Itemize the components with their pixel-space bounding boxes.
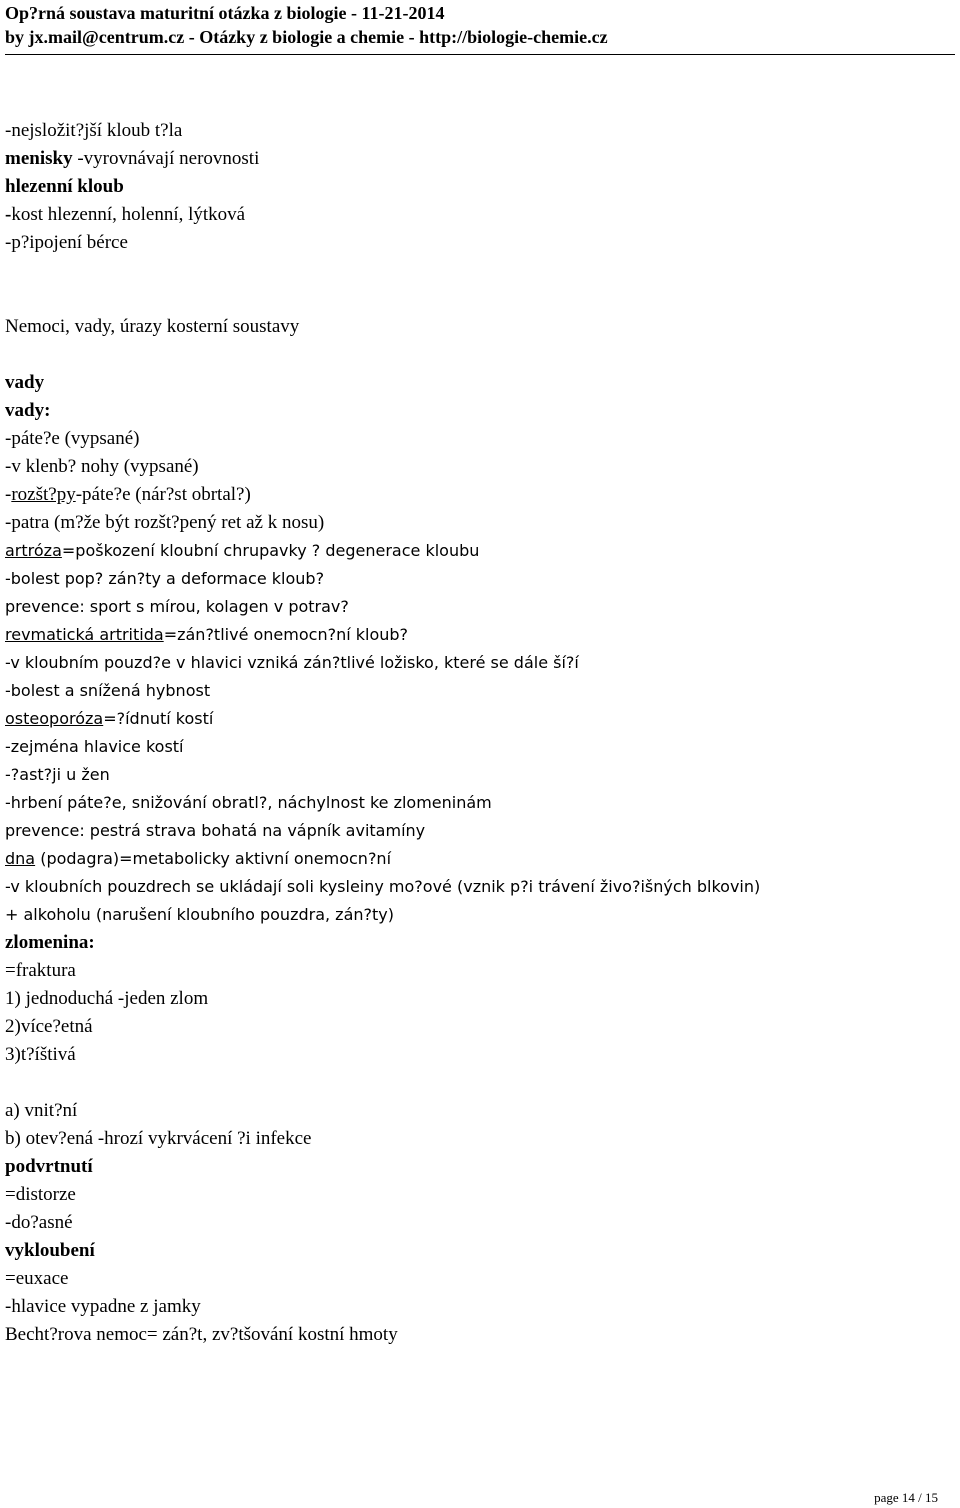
text-line: prevence: sport s mírou, kolagen v potrav? xyxy=(5,597,349,616)
text-line xyxy=(5,481,945,509)
page-header xyxy=(5,0,955,49)
text-line: Becht?rova nemoc= zán?t, zv?tšování kostní hmoty xyxy=(5,1324,398,1345)
text-line: -bolest a snížená hybnost xyxy=(5,681,211,700)
spacer xyxy=(5,285,945,313)
text-line: =distorze xyxy=(5,1184,76,1205)
line-text: (podagra)=metabolicky aktivní onemocn?ní xyxy=(35,849,392,868)
text-line: 1) jednoduchá -jeden zlom xyxy=(5,988,209,1009)
subheading: podvrtnutí xyxy=(5,1156,93,1177)
line-text: =poškození kloubní chrupavky ? degenerace kloubu xyxy=(61,541,480,560)
page-number: page 14 / 15 xyxy=(874,1490,938,1505)
term-revmaticka-artritida: revmatická artritida xyxy=(5,625,164,644)
dash: - xyxy=(5,204,12,225)
text-line: -v kloubních pouzdrech se ukládají soli kysleiny mo?ové (vznik p?i trávení živo?išných blkovin) xyxy=(5,877,761,896)
term-artroza: artróza xyxy=(5,541,62,560)
spacer xyxy=(5,341,945,369)
text-line: -hlavice vypadne z jamky xyxy=(5,1296,201,1317)
document-body xyxy=(5,117,945,1349)
text-line: + alkoholu (narušení kloubního pouzdra, zán?ty) xyxy=(5,905,394,924)
text-line: -v klenb? nohy (vypsané) xyxy=(5,456,199,477)
text-line: -?ast?ji u žen xyxy=(5,765,110,784)
document-title: Op?rná soustava maturitní otázka z biologie - 11-21-2014 xyxy=(5,3,445,23)
text-line: -bolest pop? zán?ty a deformace kloub? xyxy=(5,569,325,588)
text-line: -do?asné xyxy=(5,1212,73,1233)
section-title: Nemoci, vady, úrazy kosterní soustavy xyxy=(5,316,300,337)
document-byline: by jx.mail@centrum.cz - Otázky z biologie a chemie - http://biologie-chemie.cz xyxy=(5,27,608,47)
line-text: -páte?e (nár?st obrtal?) xyxy=(75,484,251,505)
spacer xyxy=(5,257,945,285)
spacer xyxy=(5,1069,945,1097)
text-line xyxy=(5,537,945,565)
text-line: 3)t?íštivá xyxy=(5,1044,76,1065)
text-line: -zejména hlavice kostí xyxy=(5,737,184,756)
subheading: hlezenní kloub xyxy=(5,176,124,197)
term-description: -vyrovnávají nerovnosti xyxy=(72,148,260,169)
text-line xyxy=(5,705,945,733)
line-text: kost hlezenní, holenní, lýtková xyxy=(11,204,246,225)
text-line: -patra (m?že být rozšt?pený ret až k nosu) xyxy=(5,512,325,533)
text-line xyxy=(5,621,945,649)
text-line: b) otev?ená -hrozí vykrvácení ?i infekce xyxy=(5,1128,312,1149)
subheading: zlomenina: xyxy=(5,932,95,953)
term-menisky: menisky xyxy=(5,148,73,169)
line-text: =?ídnutí kostí xyxy=(103,709,214,728)
header-divider xyxy=(5,54,955,55)
text-line: -nejsložit?jší kloub t?la xyxy=(5,120,183,141)
text-line: prevence: pestrá strava bohatá na vápník avitamíny xyxy=(5,821,426,840)
text-line xyxy=(5,845,945,873)
term-osteoporoza: osteoporóza xyxy=(5,709,104,728)
line-text: =zán?tlivé onemocn?ní kloub? xyxy=(163,625,409,644)
subheading: vady: xyxy=(5,400,51,421)
text-line: =fraktura xyxy=(5,960,76,981)
term-rozstepy: rozšt?py xyxy=(11,484,76,505)
text-line: -páte?e (vypsané) xyxy=(5,428,140,449)
subheading: vady xyxy=(5,372,45,393)
text-line xyxy=(5,145,945,173)
text-line: a) vnit?ní xyxy=(5,1100,78,1121)
text-line: -hrbení páte?e, snižování obratl?, náchylnost ke zlomeninám xyxy=(5,793,492,812)
text-line xyxy=(5,201,945,229)
text-line: =euxace xyxy=(5,1268,69,1289)
text-line: -v kloubním pouzd?e v hlavici vzniká zán?tlivé ložisko, které se dále ší?í xyxy=(5,653,579,672)
text-line: -p?ipojení bérce xyxy=(5,232,128,253)
text-line: 2)více?etná xyxy=(5,1016,93,1037)
dash: - xyxy=(5,484,12,505)
subheading: vykloubení xyxy=(5,1240,95,1261)
term-dna: dna xyxy=(5,849,36,868)
